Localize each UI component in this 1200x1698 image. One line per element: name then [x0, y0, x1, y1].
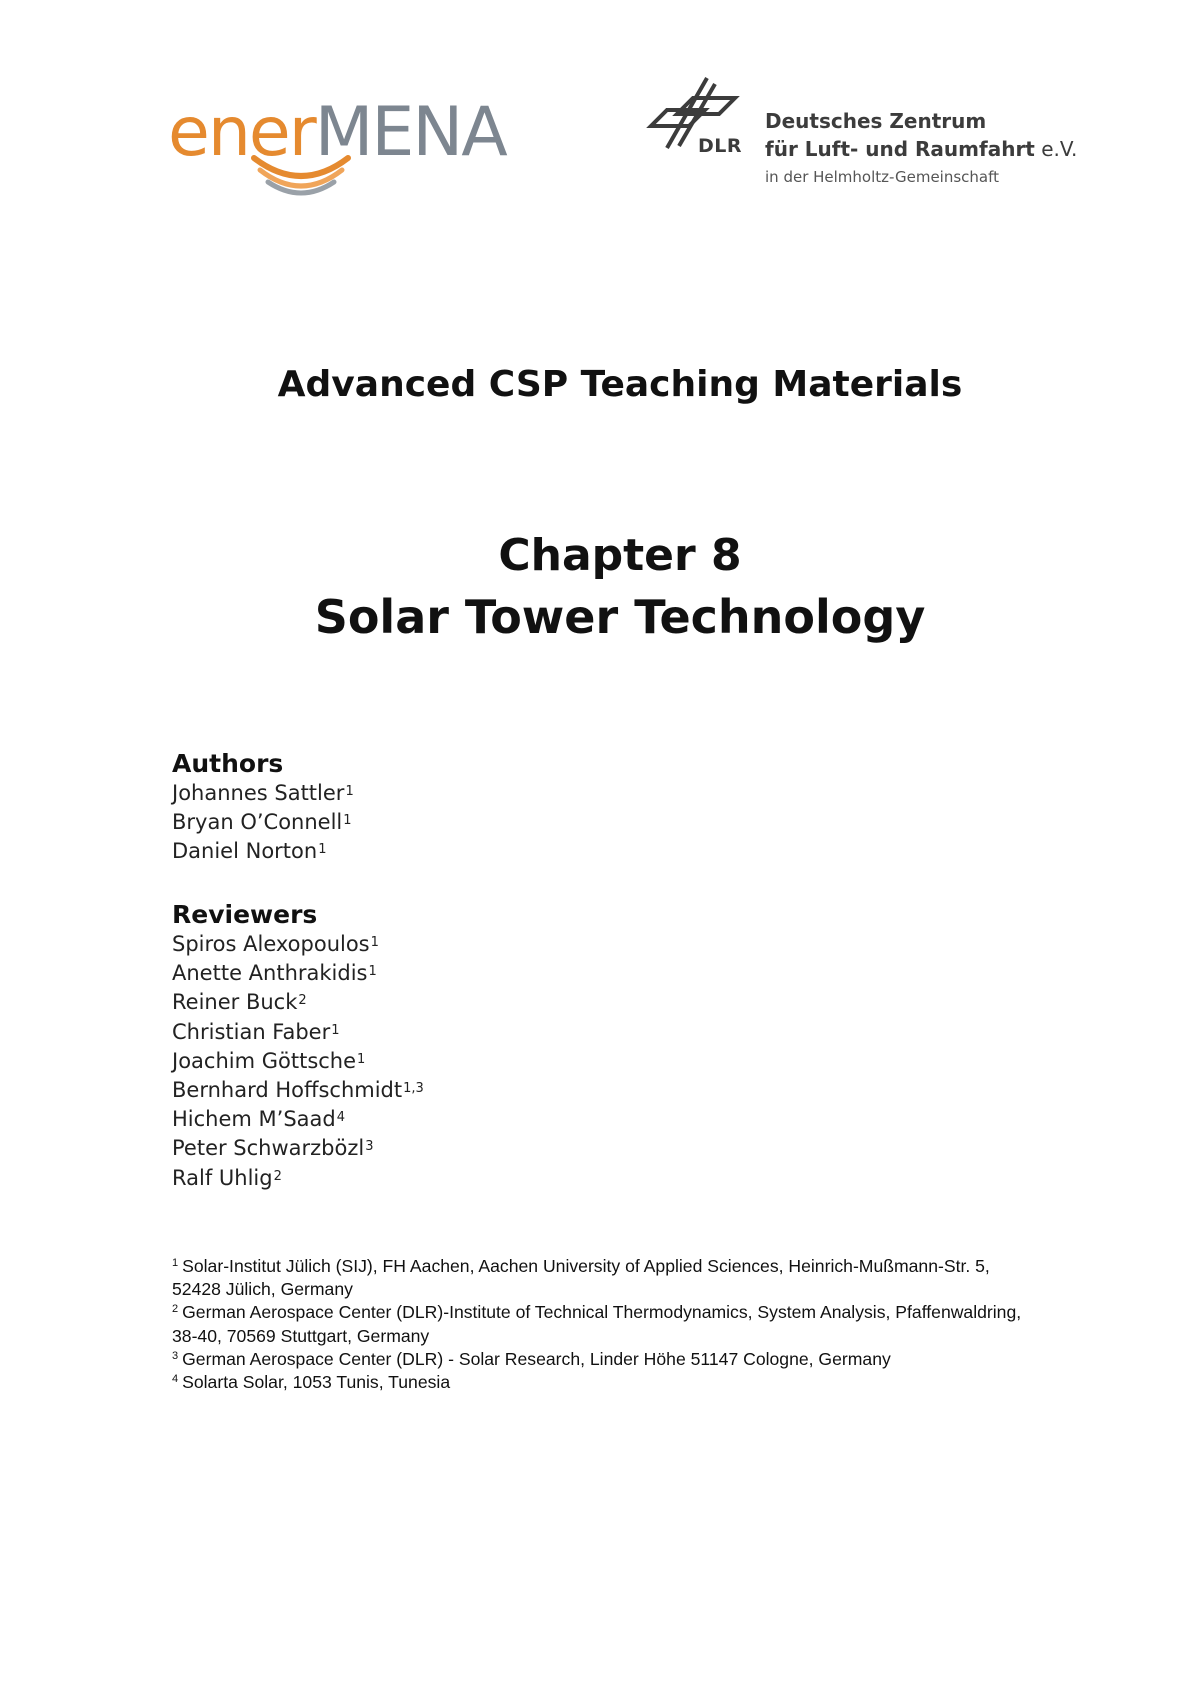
reviewer-item: [172, 1076, 872, 1105]
authors-list: [172, 779, 872, 867]
author-affiliation: 1: [318, 842, 327, 858]
reviewer-item: [172, 1047, 872, 1076]
author-item: [172, 808, 872, 837]
reviewer-affiliation: 4: [336, 1110, 346, 1126]
reviewer-item: [172, 988, 872, 1017]
affiliations-footnotes: [172, 1255, 1032, 1394]
reviewer-item: [172, 930, 872, 959]
reviewer-item: [172, 1164, 872, 1193]
affiliation-footnote: [172, 1371, 1032, 1394]
reviewer-name: Joachim Göttsche: [172, 1048, 357, 1073]
chapter-number: Chapter 8: [498, 530, 742, 581]
reviewer-name: Spiros Alexopoulos: [172, 932, 370, 956]
affiliation-number: 4: [172, 1373, 179, 1386]
affiliation-text: German Aerospace Center (DLR)-Institute of Technical Thermodynamics, System Analysis, Pfaffenwaldring, 38-40, 70569 Stuttgart, Germany: [172, 1302, 1022, 1346]
authors-section: [172, 748, 872, 867]
reviewer-affiliation: 3: [365, 1139, 374, 1155]
reviewer-affiliation: 1: [368, 964, 377, 980]
reviewer-name: Hichem M’Saad: [172, 1107, 336, 1132]
authors-heading: Authors: [172, 749, 284, 778]
author-name: Bryan O’Connell: [172, 810, 343, 835]
author-item: [172, 837, 872, 866]
affiliation-footnote: [172, 1255, 1032, 1301]
dlr-name-line1: Deutsches Zentrum: [765, 109, 987, 133]
reviewer-name: Ralf Uhlig: [172, 1165, 273, 1190]
enermena-waves-icon: [246, 154, 356, 200]
author-name: Daniel Norton: [172, 839, 318, 864]
dlr-name-line2-suffix: e.V.: [1034, 137, 1078, 161]
affiliation-number: 1: [172, 1257, 179, 1269]
reviewer-affiliation: 2: [273, 1168, 282, 1184]
document-title: Advanced CSP Teaching Materials: [277, 364, 963, 405]
author-affiliation: 1: [343, 813, 352, 829]
dlr-name-line2-main: für Luft- und Raumfahrt: [765, 137, 1035, 161]
author-name: Johannes Sattler: [172, 781, 345, 805]
reviewer-affiliation: 1: [331, 1022, 340, 1038]
reviewers-heading: Reviewers: [172, 900, 318, 929]
affiliation-text: German Aerospace Center (DLR) - Solar Research, Linder Höhe 51147 Cologne, Germany: [182, 1348, 891, 1369]
affiliation-footnote: [172, 1301, 1032, 1347]
reviewer-affiliation: 2: [298, 993, 307, 1009]
dlr-name-line3: in der Helmholtz-Gemeinschaft: [765, 168, 1000, 186]
reviewer-affiliation: 1,3: [403, 1081, 424, 1097]
reviewer-item: [172, 1105, 872, 1134]
dlr-abbreviation: DLR: [698, 135, 743, 157]
affiliation-number: 3: [172, 1349, 179, 1362]
affiliation-text: Solarta Solar, 1053 Tunis, Tunesia: [182, 1372, 451, 1393]
enermena-wordmark-mena: MENA: [314, 93, 506, 172]
chapter-title: Solar Tower Technology: [314, 590, 926, 644]
affiliation-text: Solar-Institut Jülich (SIJ), FH Aachen, Aachen University of Applied Sciences, Heinrich-Mußmann-Str. 5, 52428 Jülich, Germany: [172, 1256, 990, 1300]
enermena-wordmark-ener: ener: [168, 93, 315, 172]
reviewer-name: Peter Schwarzbözl: [172, 1136, 365, 1161]
reviewer-affiliation: 1: [370, 935, 379, 950]
reviewer-name: Bernhard Hoffschmidt: [172, 1078, 403, 1103]
reviewer-name: Christian Faber: [172, 1019, 331, 1044]
reviewer-item: [172, 1134, 872, 1163]
reviewer-name: Anette Anthrakidis: [172, 961, 368, 986]
reviewers-list: [172, 930, 872, 1193]
reviewers-section: [172, 899, 872, 1193]
enermena-logo: [168, 88, 568, 200]
reviewer-affiliation: 1: [357, 1051, 366, 1067]
affiliation-number: 2: [172, 1303, 179, 1316]
reviewer-item: [172, 959, 872, 988]
author-affiliation: 1: [345, 784, 354, 799]
affiliation-footnote: [172, 1348, 1032, 1371]
dlr-logo: [645, 76, 1078, 196]
reviewer-name: Reiner Buck: [172, 990, 298, 1015]
dlr-name-line2: [765, 137, 1077, 161]
reviewer-item: [172, 1018, 872, 1047]
author-item: [172, 779, 872, 808]
